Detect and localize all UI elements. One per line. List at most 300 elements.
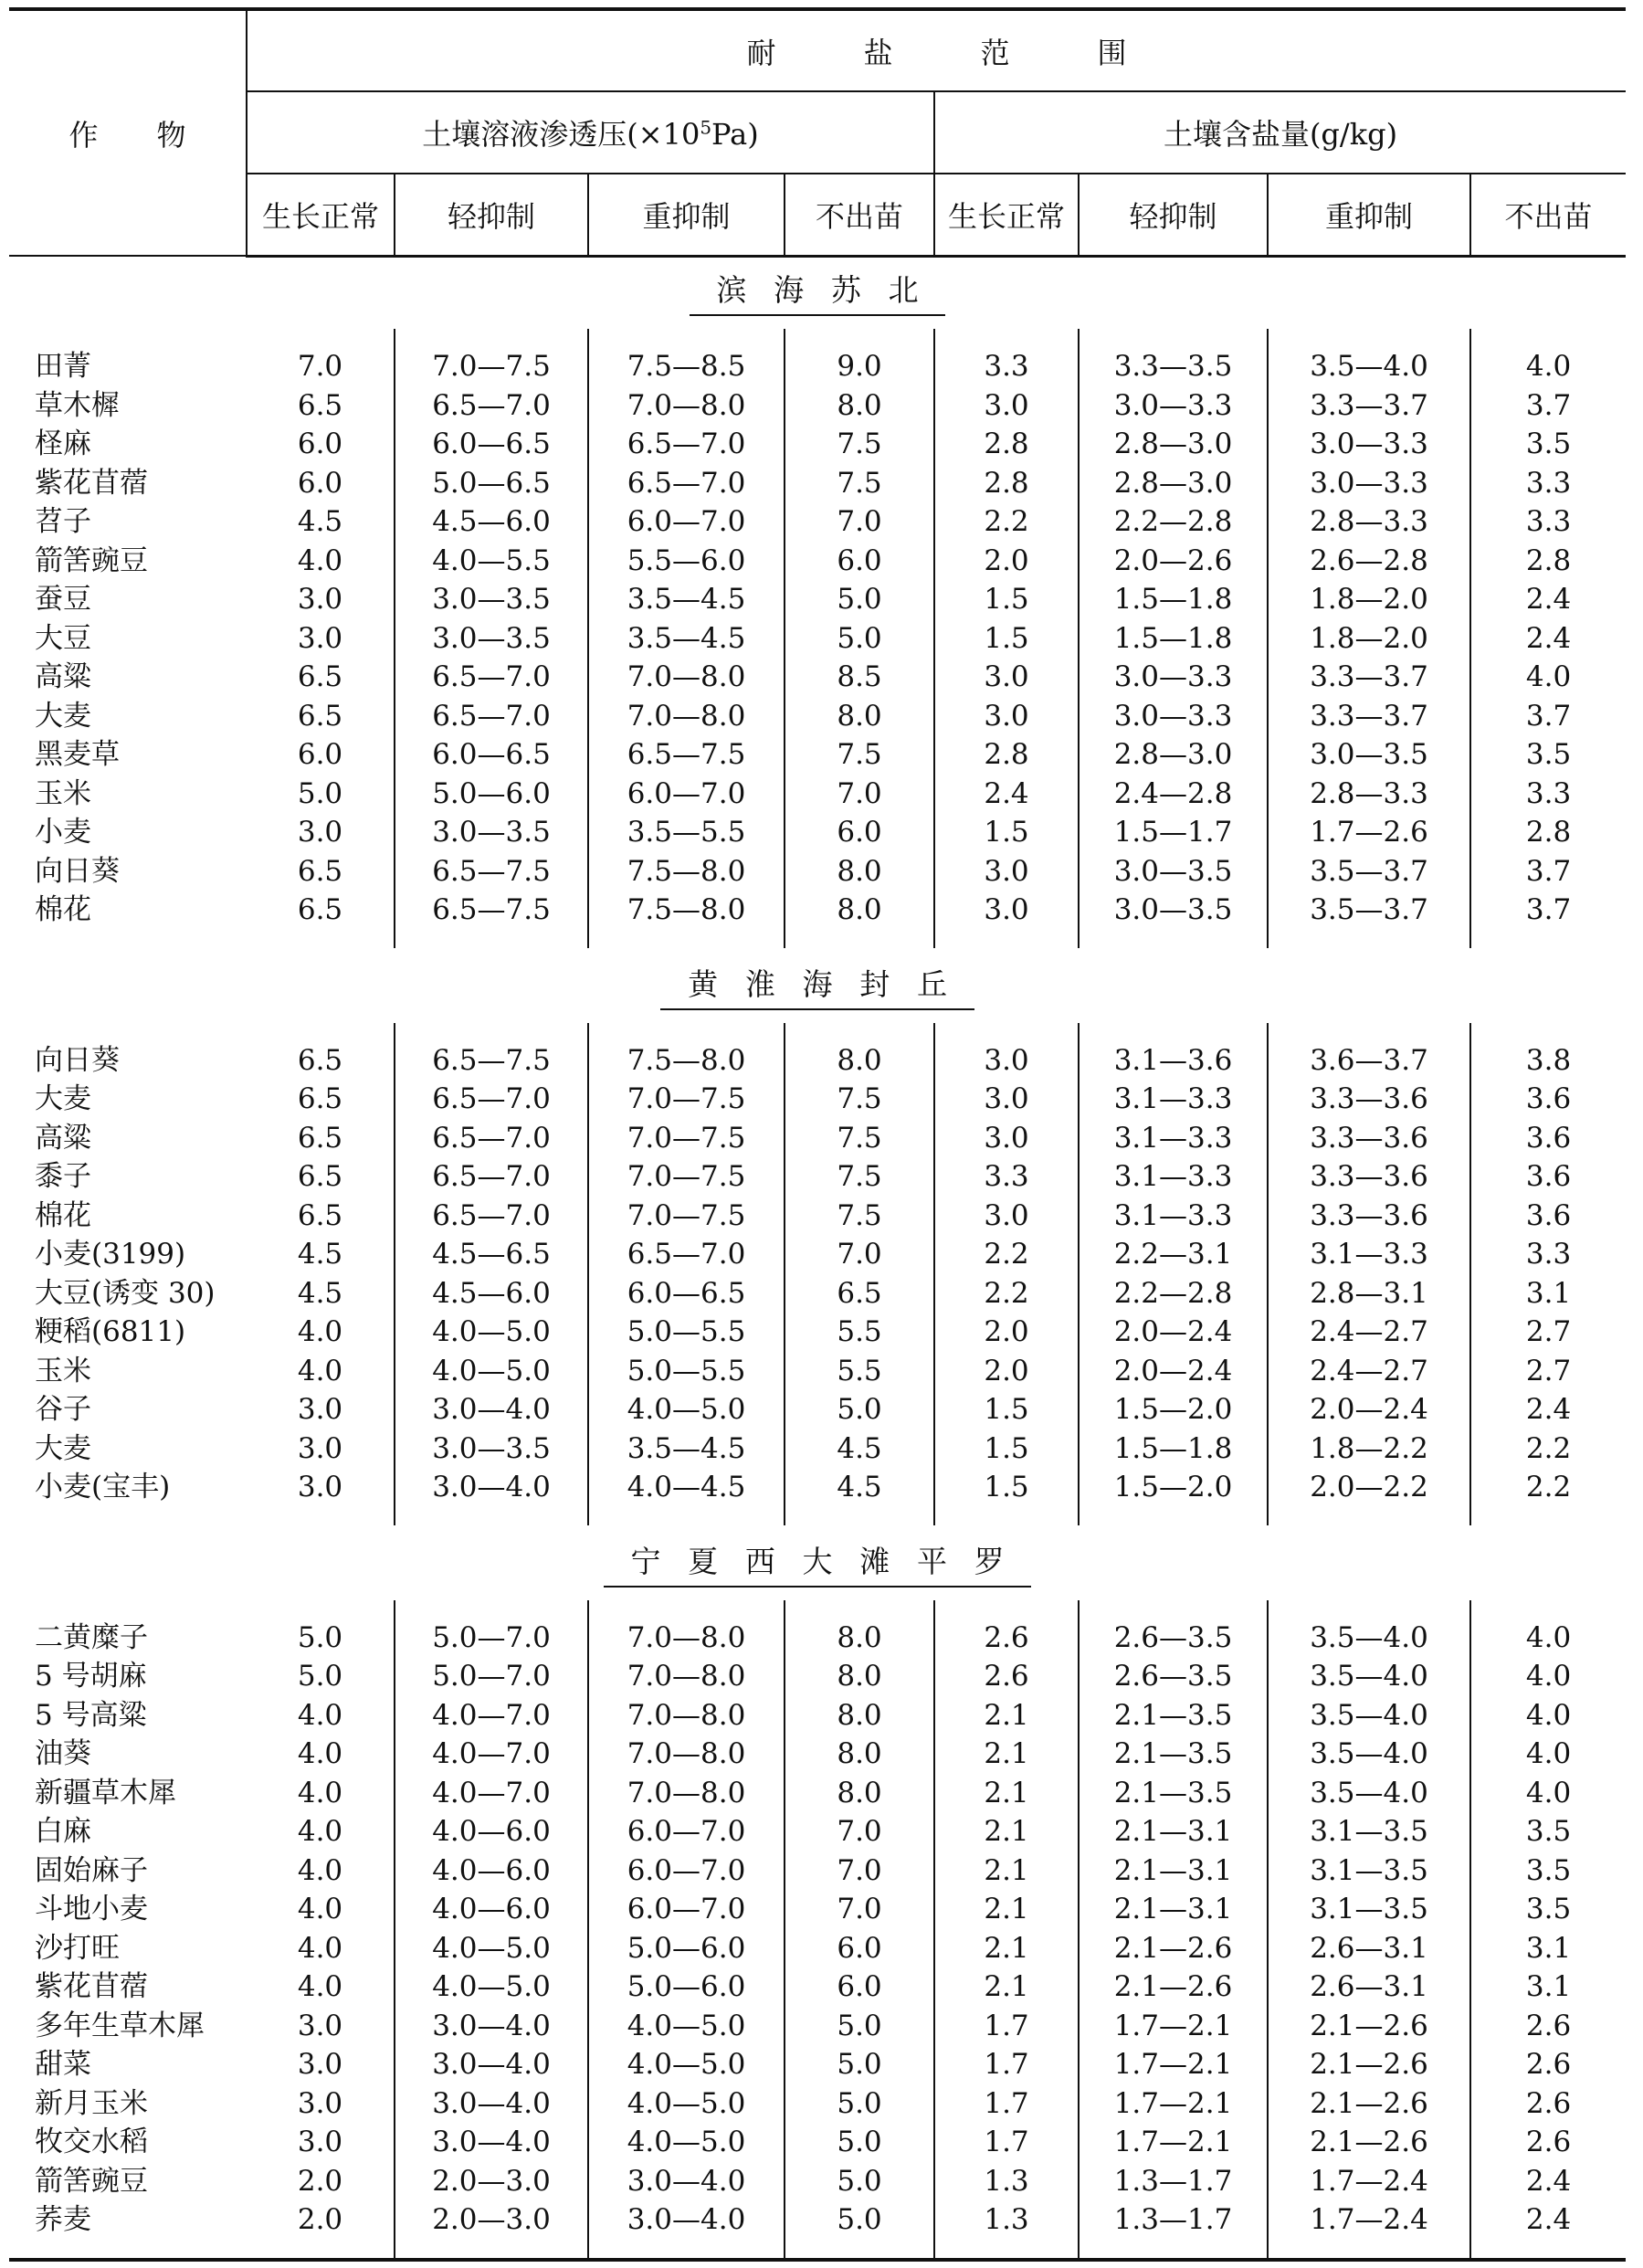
value-cell: 7.0—7.5 <box>588 1119 785 1158</box>
value-cell: 3.7 <box>1525 388 1572 422</box>
table-row <box>9 542 1626 581</box>
table-row <box>9 1890 1626 1929</box>
value-cell: 3.0—4.0 <box>588 2162 785 2201</box>
value-cell: 5.5 <box>785 1352 934 1391</box>
osmotic-pressure-header: 土壤溶液渗透压$(\times 10^5Pa)$ <box>247 91 934 174</box>
column-header: 不出苗 <box>1470 174 1626 256</box>
value-cell: 3.6 <box>1525 1082 1572 1115</box>
value-cell: 6.0 <box>247 735 395 775</box>
value-cell: 4.0 <box>1525 1660 1572 1693</box>
table-row <box>9 502 1626 542</box>
table-row <box>9 464 1626 503</box>
crop-name-cell: 黑麦草 <box>35 738 120 771</box>
value-cell: 4.0 <box>247 1735 395 1774</box>
value-cell: 8.0 <box>785 1696 934 1735</box>
table-row <box>9 1313 1626 1352</box>
value-cell: 2.8—3.3 <box>1268 502 1470 542</box>
value-cell: 1.3 <box>934 2200 1079 2240</box>
value-cell: 3.5 <box>1525 738 1572 771</box>
value-cell: 7.0 <box>247 347 395 386</box>
value-cell: 2.0 <box>247 2200 395 2240</box>
value-cell: 8.0 <box>785 1619 934 1658</box>
value-cell: 5.0—7.0 <box>395 1657 588 1696</box>
crop-name-cell: 固始麻子 <box>35 1853 148 1887</box>
value-cell: 2.7 <box>1525 1315 1572 1348</box>
value-cell: 3.5—4.0 <box>1268 1657 1470 1696</box>
value-cell: 2.6 <box>1525 2086 1572 2120</box>
crop-name-cell: 粳稻(6811) <box>35 1315 186 1348</box>
value-cell: 3.1—3.3 <box>1079 1119 1268 1158</box>
value-cell: 2.0—2.4 <box>1079 1313 1268 1352</box>
value-cell: 3.0—3.5 <box>1268 735 1470 775</box>
value-cell: 7.5—8.5 <box>588 347 785 386</box>
value-cell: 1.8—2.2 <box>1268 1429 1470 1469</box>
value-cell: 3.1—3.5 <box>1268 1812 1470 1851</box>
value-cell: 5.0 <box>785 619 934 659</box>
value-cell: 3.0 <box>247 619 395 659</box>
value-cell: 2.0—2.6 <box>1079 542 1268 581</box>
value-cell: 4.0 <box>247 1967 395 2007</box>
value-cell: 2.8 <box>1525 543 1572 577</box>
value-cell: 7.0 <box>785 775 934 814</box>
value-cell: 7.0—8.0 <box>588 658 785 697</box>
value-cell: 2.1—2.6 <box>1268 2045 1470 2084</box>
crop-name-cell: 箭筈豌豆 <box>35 543 148 577</box>
table-row <box>9 658 1626 697</box>
value-cell: 4.0—5.0 <box>395 1313 588 1352</box>
value-cell: 6.5—7.0 <box>395 1197 588 1236</box>
value-cell: 1.8—2.0 <box>1268 580 1470 619</box>
value-cell: 2.2 <box>934 502 1079 542</box>
crop-name-cell: 小麦(3199) <box>35 1238 186 1271</box>
crop-name-cell: 大豆(诱变 30) <box>35 1276 216 1310</box>
value-cell: 6.0 <box>247 425 395 464</box>
crop-name-cell: 荞麦 <box>35 2203 91 2236</box>
value-cell: 7.5 <box>785 1157 934 1197</box>
table-row <box>9 1657 1626 1696</box>
value-cell: 1.5—1.8 <box>1079 580 1268 619</box>
value-cell: 2.1 <box>934 1890 1079 1929</box>
value-cell: 1.5—2.0 <box>1079 1390 1268 1429</box>
value-cell: 3.0—4.0 <box>395 2045 588 2084</box>
value-cell: 5.0 <box>785 2162 934 2201</box>
value-cell: 2.1—2.6 <box>1268 2007 1470 2046</box>
table-row <box>9 1967 1626 2007</box>
value-cell: 3.3—3.7 <box>1268 658 1470 697</box>
table-row <box>9 1119 1626 1158</box>
table-row <box>9 697 1626 736</box>
table-row <box>9 2084 1626 2124</box>
value-cell: 4.0 <box>1525 1698 1572 1732</box>
value-cell: 2.0—3.0 <box>395 2162 588 2201</box>
value-cell: 4.0—7.0 <box>395 1735 588 1774</box>
value-cell: 1.5 <box>934 580 1079 619</box>
value-cell: 3.0—3.3 <box>1268 425 1470 464</box>
value-cell: 8.0 <box>785 1657 934 1696</box>
table-row <box>9 1619 1626 1658</box>
value-cell: 3.7 <box>1525 854 1572 888</box>
value-cell: 7.0—7.5 <box>588 1197 785 1236</box>
table-row <box>9 347 1626 386</box>
value-cell: 4.5 <box>247 1235 395 1274</box>
crop-name-cell: 谷子 <box>35 1393 91 1426</box>
column-header: 轻抑制 <box>395 174 588 256</box>
table-row <box>9 775 1626 814</box>
value-cell: 4.0—5.0 <box>588 2084 785 2124</box>
crop-name-cell: 紫花苜蓿 <box>35 1970 148 2003</box>
value-cell: 7.0—7.5 <box>588 1080 785 1119</box>
column-header: 生长正常 <box>934 174 1079 256</box>
value-cell: 5.0 <box>785 2123 934 2162</box>
value-cell: 2.0 <box>247 2162 395 2201</box>
salt-tolerance-range-header: 耐 盐 范 围 <box>247 9 1626 91</box>
crop-name-cell: 牧交水稻 <box>35 2126 148 2158</box>
crop-name-cell: 5 号胡麻 <box>35 1660 147 1693</box>
table-row <box>9 1352 1626 1391</box>
value-cell: 2.6 <box>934 1657 1079 1696</box>
value-cell: 5.0 <box>785 1390 934 1429</box>
value-cell: 3.3 <box>1525 466 1572 500</box>
value-cell: 4.5 <box>247 502 395 542</box>
table-row <box>9 2200 1626 2240</box>
value-cell: 3.3—3.6 <box>1268 1157 1470 1197</box>
value-cell: 3.3—3.6 <box>1268 1080 1470 1119</box>
value-cell: 4.5 <box>785 1468 934 1507</box>
value-cell: 3.0 <box>247 2123 395 2162</box>
value-cell: 6.5 <box>247 1197 395 1236</box>
crop-name-cell: 高粱 <box>35 660 91 693</box>
value-cell: 3.5 <box>1525 427 1572 460</box>
value-cell: 3.1—3.3 <box>1079 1080 1268 1119</box>
value-cell: 2.2 <box>934 1235 1079 1274</box>
value-cell: 3.5 <box>1525 1893 1572 1925</box>
value-cell: 7.0 <box>785 1812 934 1851</box>
value-cell: 3.6 <box>1525 1160 1572 1193</box>
value-cell: 2.0 <box>934 1313 1079 1352</box>
section-title: 滨海苏北 <box>690 269 946 316</box>
value-cell: 6.5 <box>247 891 395 930</box>
value-cell: 2.1 <box>934 1851 1079 1891</box>
spacer-row <box>9 1600 1626 1619</box>
value-cell: 2.1 <box>934 1967 1079 2007</box>
crop-name-cell: 紫花苜蓿 <box>35 466 148 500</box>
value-cell: 2.6 <box>1525 2009 1572 2042</box>
column-header: 不出苗 <box>785 174 934 256</box>
value-cell: 1.7—2.1 <box>1079 2045 1268 2084</box>
table-row <box>9 2045 1626 2084</box>
value-cell: 7.0—8.0 <box>588 386 785 426</box>
value-cell: 4.0—7.0 <box>395 1696 588 1735</box>
value-cell: 6.5—7.5 <box>395 1041 588 1081</box>
value-cell: 6.5—7.5 <box>588 735 785 775</box>
crop-name-cell: 油葵 <box>35 1737 91 1770</box>
crop-name-cell: 多年生草木犀 <box>35 2009 205 2042</box>
value-cell: 4.0—6.0 <box>395 1851 588 1891</box>
value-cell: 5.0 <box>247 1657 395 1696</box>
table-row <box>9 891 1626 930</box>
value-cell: 1.5 <box>934 1390 1079 1429</box>
table-row <box>9 1235 1626 1274</box>
value-cell: 6.5 <box>247 1041 395 1081</box>
value-cell: 1.8—2.0 <box>1268 619 1470 659</box>
value-cell: 2.1 <box>934 1774 1079 1813</box>
crop-name-cell: 二黄糜子 <box>35 1620 148 1654</box>
table-row <box>9 1080 1626 1119</box>
value-cell: 2.8 <box>934 464 1079 503</box>
value-cell: 4.0 <box>1525 1776 1572 1809</box>
spacer-row <box>9 1023 1626 1041</box>
value-cell: 4.0 <box>247 1812 395 1851</box>
value-cell: 3.0 <box>247 2007 395 2046</box>
table-row <box>9 1429 1626 1469</box>
value-cell: 2.8—3.1 <box>1268 1274 1470 1313</box>
value-cell: 6.5 <box>247 852 395 891</box>
crop-name-cell: 大麦 <box>35 1431 91 1465</box>
value-cell: 7.0—8.0 <box>588 1657 785 1696</box>
value-cell: 3.0 <box>934 1041 1079 1081</box>
value-cell: 6.0—7.0 <box>588 1812 785 1851</box>
value-cell: 7.5 <box>785 1197 934 1236</box>
value-cell: 7.0 <box>785 1851 934 1891</box>
value-cell: 8.0 <box>785 1041 934 1081</box>
value-cell: 5.0—6.0 <box>588 1929 785 1968</box>
table-row <box>9 1735 1626 1774</box>
crop-name-cell: 蚕豆 <box>35 583 91 616</box>
value-cell: 2.1—3.1 <box>1079 1890 1268 1929</box>
value-cell: 2.8—3.0 <box>1079 464 1268 503</box>
section-title: 宁夏西大滩平罗 <box>604 1540 1032 1588</box>
value-cell: 4.0 <box>247 542 395 581</box>
value-cell: 3.1 <box>1525 1931 1572 1965</box>
value-cell: 4.0—5.5 <box>395 542 588 581</box>
value-cell: 3.3 <box>1525 505 1572 538</box>
value-cell: 7.0—8.0 <box>588 1619 785 1658</box>
value-cell: 3.5 <box>1525 1815 1572 1848</box>
value-cell: 3.6—3.7 <box>1268 1041 1470 1081</box>
value-cell: 7.0 <box>785 502 934 542</box>
value-cell: 3.5—4.0 <box>1268 1735 1470 1774</box>
value-cell: 2.1 <box>934 1929 1079 1968</box>
value-cell: 6.5 <box>247 697 395 736</box>
value-cell: 4.0 <box>247 1313 395 1352</box>
value-cell: 3.3 <box>934 1157 1079 1197</box>
value-cell: 3.1—3.5 <box>1268 1851 1470 1891</box>
value-cell: 4.0—7.0 <box>395 1774 588 1813</box>
crop-name-cell: 新月玉米 <box>35 2086 148 2120</box>
value-cell: 3.0 <box>934 658 1079 697</box>
value-cell: 2.6—2.8 <box>1268 542 1470 581</box>
crop-name-cell: 甜菜 <box>35 2048 91 2081</box>
value-cell: 3.3—3.5 <box>1079 347 1268 386</box>
value-cell: 2.8—3.0 <box>1079 735 1268 775</box>
value-cell: 1.7 <box>934 2084 1079 2124</box>
value-cell: 2.4—2.7 <box>1268 1313 1470 1352</box>
value-cell: 4.0—5.0 <box>395 1352 588 1391</box>
value-cell: 7.5 <box>785 1119 934 1158</box>
crop-name-cell: 高粱 <box>35 1121 91 1155</box>
value-cell: 3.5—4.0 <box>1268 1619 1470 1658</box>
value-cell: 6.0—6.5 <box>395 735 588 775</box>
value-cell: 6.5 <box>785 1274 934 1313</box>
table-row <box>9 1468 1626 1507</box>
value-cell: 7.0—8.0 <box>588 1774 785 1813</box>
table-header <box>9 7 1626 258</box>
value-cell: 2.4—2.7 <box>1268 1352 1470 1391</box>
value-cell: 6.5 <box>247 1119 395 1158</box>
value-cell: 3.0—4.0 <box>395 2084 588 2124</box>
value-cell: 2.7 <box>1525 1354 1572 1387</box>
column-header: 重抑制 <box>1268 174 1470 256</box>
value-cell: 3.5—4.0 <box>1268 1774 1470 1813</box>
value-cell: 8.0 <box>785 1735 934 1774</box>
value-cell: 7.5—8.0 <box>588 1041 785 1081</box>
value-cell: 2.4—2.8 <box>1079 775 1268 814</box>
value-cell: 2.6—3.5 <box>1079 1657 1268 1696</box>
value-cell: 6.5—7.5 <box>395 891 588 930</box>
value-cell: 3.0 <box>934 1197 1079 1236</box>
section-title: 黄淮海封丘 <box>660 963 974 1010</box>
value-cell: 6.0 <box>785 1967 934 2007</box>
spacer-row <box>9 2240 1626 2260</box>
crop-name-cell: 新疆草木犀 <box>35 1776 176 1809</box>
value-cell: 1.5—2.0 <box>1079 1468 1268 1507</box>
value-cell: 2.6—3.1 <box>1268 1929 1470 1968</box>
value-cell: 7.5—8.0 <box>588 852 785 891</box>
crop-name-cell: 苕子 <box>35 505 91 538</box>
value-cell: 3.0—3.3 <box>1079 697 1268 736</box>
column-header: 轻抑制 <box>1079 174 1268 256</box>
table-row <box>9 1851 1626 1891</box>
table-row <box>9 1197 1626 1236</box>
value-cell: 2.6 <box>934 1619 1079 1658</box>
value-cell: 3.5—4.5 <box>588 1429 785 1469</box>
value-cell: 3.5—3.7 <box>1268 891 1470 930</box>
value-cell: 2.0 <box>934 542 1079 581</box>
value-cell: 3.0—3.5 <box>395 580 588 619</box>
value-cell: 3.5—5.5 <box>588 813 785 852</box>
crop-name-cell: 大麦 <box>35 699 91 733</box>
table-row <box>9 1274 1626 1313</box>
value-cell: 3.0—3.5 <box>395 813 588 852</box>
value-cell: 2.6 <box>1525 2048 1572 2081</box>
value-cell: 3.0 <box>247 580 395 619</box>
table-row <box>9 425 1626 464</box>
value-cell: 3.7 <box>1525 699 1572 733</box>
value-cell: 7.5 <box>785 1080 934 1119</box>
value-cell: 1.7 <box>934 2007 1079 2046</box>
value-cell: 6.0—7.0 <box>588 502 785 542</box>
value-cell: 3.5—3.7 <box>1268 852 1470 891</box>
value-cell: 2.6—3.1 <box>1268 1967 1470 2007</box>
value-cell: 1.3—1.7 <box>1079 2200 1268 2240</box>
value-cell: 2.1—2.6 <box>1079 1967 1268 2007</box>
value-cell: 6.0 <box>785 813 934 852</box>
value-cell: 3.1—3.3 <box>1268 1235 1470 1274</box>
value-cell: 3.0—3.5 <box>1079 852 1268 891</box>
value-cell: 4.0 <box>247 1352 395 1391</box>
crop-name-cell: 柽麻 <box>35 427 91 460</box>
value-cell: 4.0 <box>1525 660 1572 693</box>
value-cell: 3.0 <box>247 1429 395 1469</box>
value-cell: 1.7—2.4 <box>1268 2162 1470 2201</box>
value-cell: 4.0 <box>247 1696 395 1735</box>
spacer-row <box>9 930 1626 948</box>
value-cell: 2.8 <box>934 735 1079 775</box>
value-cell: 4.0 <box>247 1890 395 1929</box>
value-cell: 6.5 <box>247 386 395 426</box>
value-cell: 3.0—3.3 <box>1268 464 1470 503</box>
value-cell: 3.0—3.3 <box>1079 386 1268 426</box>
table-row <box>9 735 1626 775</box>
value-cell: 1.5—1.8 <box>1079 619 1268 659</box>
value-cell: 8.0 <box>785 386 934 426</box>
value-cell: 1.5 <box>934 619 1079 659</box>
value-cell: 8.0 <box>785 697 934 736</box>
value-cell: 1.5—1.7 <box>1079 813 1268 852</box>
value-cell: 6.0 <box>785 1929 934 1968</box>
value-cell: 2.2 <box>1525 1471 1572 1503</box>
value-cell: 2.8 <box>1525 816 1572 849</box>
value-cell: 3.1—3.3 <box>1079 1157 1268 1197</box>
value-cell: 2.4 <box>1525 583 1572 616</box>
value-cell: 6.0 <box>785 542 934 581</box>
value-cell: 2.4 <box>1525 621 1572 655</box>
value-cell: 1.3—1.7 <box>1079 2162 1268 2201</box>
value-cell: 6.5—7.0 <box>395 697 588 736</box>
table-row <box>9 2162 1626 2201</box>
value-cell: 4.0 <box>1525 350 1572 383</box>
salt-content-header: 土壤含盐量(g/kg) <box>934 91 1626 174</box>
crop-name-cell: 斗地小麦 <box>35 1893 148 1925</box>
value-cell: 5.0—7.0 <box>395 1619 588 1658</box>
value-cell: 3.1—3.3 <box>1079 1197 1268 1236</box>
column-header: 生长正常 <box>247 174 395 256</box>
crop-name-cell: 黍子 <box>35 1160 91 1193</box>
table-row <box>9 813 1626 852</box>
crop-name-cell: 田菁 <box>35 350 91 383</box>
value-cell: 6.0 <box>247 464 395 503</box>
value-cell: 6.5 <box>247 1157 395 1197</box>
crop-name-cell: 向日葵 <box>35 1043 120 1077</box>
value-cell: 3.7 <box>1525 893 1572 926</box>
value-cell: 5.0—5.5 <box>588 1313 785 1352</box>
value-cell: 3.0—4.0 <box>395 2007 588 2046</box>
table-row <box>9 1041 1626 1081</box>
crop-name-cell: 棉花 <box>35 893 91 926</box>
table-row <box>9 1157 1626 1197</box>
value-cell: 9.0 <box>785 347 934 386</box>
value-cell: 8.5 <box>785 658 934 697</box>
section-header-row <box>9 254 1626 329</box>
value-cell: 5.0 <box>785 580 934 619</box>
value-cell: 4.5—6.0 <box>395 502 588 542</box>
value-cell: 4.0 <box>247 1774 395 1813</box>
value-cell: 2.1—3.5 <box>1079 1774 1268 1813</box>
value-cell: 2.1 <box>934 1812 1079 1851</box>
value-cell: 6.5—7.0 <box>395 658 588 697</box>
value-cell: 5.0 <box>785 2200 934 2240</box>
value-cell: 1.7—2.1 <box>1079 2084 1268 2124</box>
value-cell: 2.0—2.2 <box>1268 1468 1470 1507</box>
spacer-row <box>9 1507 1626 1525</box>
value-cell: 3.5—4.0 <box>1268 1696 1470 1735</box>
value-cell: 2.2 <box>1525 1431 1572 1465</box>
value-cell: 4.5—6.0 <box>395 1274 588 1313</box>
value-cell: 3.1 <box>1525 1970 1572 2003</box>
value-cell: 2.1—2.6 <box>1268 2123 1470 2162</box>
crop-name-cell: 棉花 <box>35 1198 91 1232</box>
value-cell: 8.0 <box>785 891 934 930</box>
